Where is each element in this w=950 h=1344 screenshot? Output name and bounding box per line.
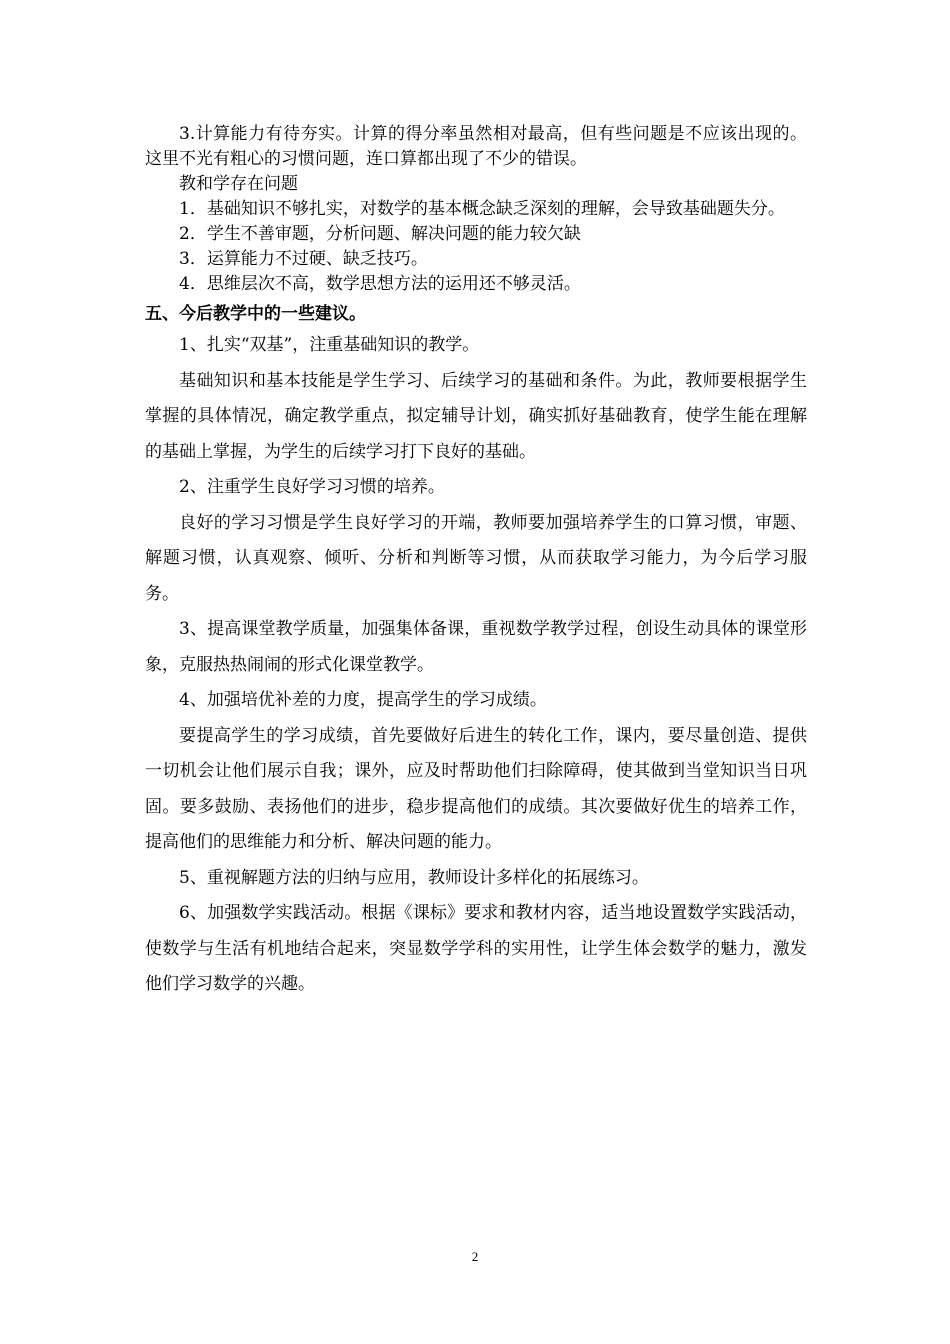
paragraph-suggestion-3: 3、提高课堂教学质量，加强集体备课，重视数学教学过程，创设生动具体的课堂形象，克服热热闹闹的形式化课堂教学。 xyxy=(145,619,807,675)
paragraph-problem-4: 4．思维层次不高，数学思想方法的运用还不够灵活。 xyxy=(179,274,581,294)
paragraph-teaching-problems-title: 教和学存在问题 xyxy=(179,174,298,194)
paragraph-problem-1: 1．基础知识不够扎实，对数学的基本概念缺乏深刻的理解，会导致基础题失分。 xyxy=(179,199,785,219)
paragraph-suggestion-4: 4、加强培优补差的力度，提高学生的学习成绩。 xyxy=(179,690,547,710)
paragraph-calculation-ability: 3.计算能力有待夯实。计算的得分率虽然相对最高，但有些问题是不应该出现的。这里不光有粗心的习惯问题，连口算都出现了不少的错误。 xyxy=(145,124,807,169)
paragraph-suggestion-2-detail: 良好的学习习惯是学生良好学习的开端，教师要加强培养学生的口算习惯，审题、解题习惯，认真观察、倾听、分析和判断等习惯，从而获取学习能力，为今后学习服务。 xyxy=(145,512,807,604)
paragraph-suggestion-5: 5、重视解题方法的归纳与应用，教师设计多样化的拓展练习。 xyxy=(179,867,649,888)
document-page xyxy=(145,122,807,1003)
paragraph-problem-2: 2．学生不善审题，分析问题、解决问题的能力较欠缺 xyxy=(179,224,581,244)
section-heading: 五、今后教学中的一些建议。 xyxy=(145,304,366,324)
paragraph-suggestion-2: 2、注重学生良好学习习惯的培养。 xyxy=(179,477,445,497)
page-number: 2 xyxy=(471,1249,479,1264)
paragraph-suggestion-6: 6、加强数学实践活动。根据《课标》要求和教材内容，适当地设置数学实践活动，使数学与生活有机地结合起来，突显数学学科的实用性，让学生体会数学的魅力，激发他们学习数学的兴趣。 xyxy=(145,903,807,994)
paragraph-suggestion-4-detail: 要提高学生的学习成绩，首先要做好后进生的转化工作，课内，要尽量创造、提供一切机会让他们展示自我；课外，应及时帮助他们扫除障碍，使其做到当堂知识当日巩固。要多鼓励、表扬他们的进步，稳步提高他们的成绩。其次要做好优生的培养工作，提高他们的思维能力和分析、解决问题的能力。 xyxy=(145,725,807,852)
paragraph-suggestion-1-detail: 基础知识和基本技能是学生学习、后续学习的基础和条件。为此，教师要根据学生掌握的具体情况，确定教学重点，拟定辅导计划，确实抓好基础教育，使学生能在理解的基础上掌握，为学生的后续学习打下良好的基础。 xyxy=(145,370,807,462)
paragraph-suggestion-1: 1、扎实“双基”，注重基础知识的教学。 xyxy=(179,335,480,355)
paragraph-problem-3: 3．运算能力不过硬、缺乏技巧。 xyxy=(179,249,428,269)
